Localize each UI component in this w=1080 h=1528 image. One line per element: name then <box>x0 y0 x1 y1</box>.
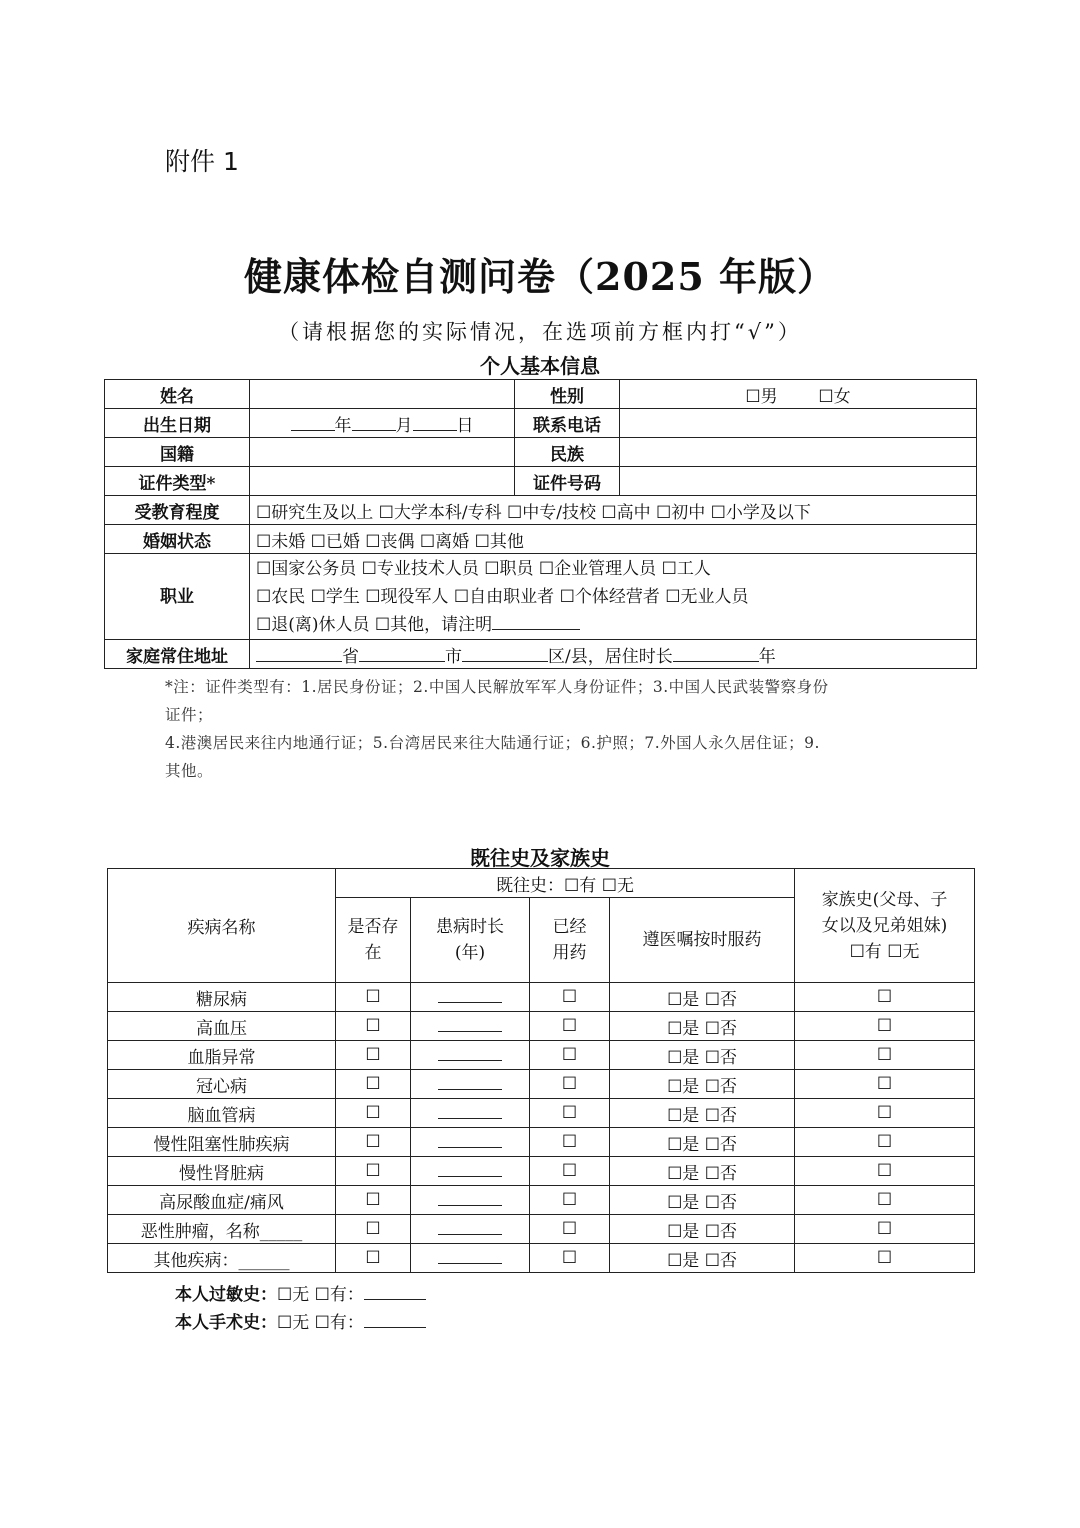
occupation-line-3[interactable]: ☐退(离)休人员 ☐其他，请注明 <box>256 611 970 639</box>
medication-checkbox[interactable]: ☐ <box>530 1244 610 1273</box>
basic-info-section-title: 个人基本信息 <box>480 354 600 378</box>
disease-row <box>108 1157 975 1186</box>
gender-options <box>620 380 977 409</box>
allergy-options[interactable]: ☐无 ☐有： <box>277 1285 364 1305</box>
family-history-checkbox[interactable]: ☐ <box>795 1244 975 1273</box>
family-history-checkbox[interactable]: ☐ <box>795 1128 975 1157</box>
family-history-checkbox[interactable]: ☐ <box>795 983 975 1012</box>
disease-row <box>108 1041 975 1070</box>
disease-name: 高尿酸血症/痛风 <box>108 1186 336 1215</box>
compliance-header: 遵医嘱按时服药 <box>610 898 795 983</box>
id-number-field[interactable] <box>620 467 977 496</box>
compliance-options[interactable]: ☐是 ☐否 <box>610 1244 795 1273</box>
disease-row <box>108 1128 975 1157</box>
duration-field[interactable] <box>411 1186 530 1215</box>
disease-name: 慢性肾脏病 <box>108 1157 336 1186</box>
medication-checkbox[interactable]: ☐ <box>530 983 610 1012</box>
disease-row <box>108 1012 975 1041</box>
surgery-label: 本人手术史： <box>175 1313 277 1333</box>
exists-checkbox[interactable]: ☐ <box>336 1157 411 1186</box>
nationality-field[interactable] <box>250 438 515 467</box>
family-history-header: 家族史(父母、子女以及兄弟姐妹) ☐有 ☐无 <box>795 869 975 983</box>
ethnicity-label: 民族 <box>515 438 620 467</box>
compliance-options[interactable]: ☐是 ☐否 <box>610 1128 795 1157</box>
birth-year-unit: 年 <box>334 415 352 436</box>
occupation-label: 职业 <box>105 554 250 640</box>
disease-name: 脑血管病 <box>108 1099 336 1128</box>
duration-field[interactable] <box>411 1157 530 1186</box>
medication-header: 已经用药 <box>530 898 610 983</box>
compliance-options[interactable]: ☐是 ☐否 <box>610 1157 795 1186</box>
medication-checkbox[interactable]: ☐ <box>530 1041 610 1070</box>
id-type-note-line-3: 4.港澳居民来往内地通行证；5.台湾居民来往大陆通行证；6.护照；7.外国人永久居住证；9. <box>165 734 820 752</box>
address-years-unit: 年 <box>758 646 776 667</box>
family-history-checkbox[interactable]: ☐ <box>795 1215 975 1244</box>
gender-female-checkbox[interactable]: ☐女 <box>818 386 851 407</box>
exists-checkbox[interactable]: ☐ <box>336 983 411 1012</box>
marital-options[interactable]: ☐未婚 ☐已婚 ☐丧偶 ☐离婚 ☐其他 <box>250 525 977 554</box>
family-history-checkbox[interactable]: ☐ <box>795 1070 975 1099</box>
family-history-checkbox[interactable]: ☐ <box>795 1099 975 1128</box>
disease-name: 冠心病 <box>108 1070 336 1099</box>
phone-field[interactable] <box>620 409 977 438</box>
exists-checkbox[interactable]: ☐ <box>336 1186 411 1215</box>
compliance-options[interactable]: ☐是 ☐否 <box>610 1070 795 1099</box>
surgery-history <box>175 1308 426 1333</box>
medication-checkbox[interactable]: ☐ <box>530 1012 610 1041</box>
document-title: 健康体检自测问卷（2025 年版） <box>244 254 836 299</box>
compliance-options[interactable]: ☐是 ☐否 <box>610 1215 795 1244</box>
disease-name: 慢性阻塞性肺疾病 <box>108 1128 336 1157</box>
address-province-unit: 省 <box>342 646 359 667</box>
name-label: 姓名 <box>105 380 250 409</box>
gender-label: 性别 <box>515 380 620 409</box>
disease-row <box>108 983 975 1012</box>
family-history-checkbox[interactable]: ☐ <box>795 1012 975 1041</box>
history-section-title: 既往史及家族史 <box>470 846 610 870</box>
birth-day-unit: 日 <box>456 415 474 436</box>
duration-header: 患病时长(年) <box>411 898 530 983</box>
attachment-label: 附件 1 <box>165 147 239 176</box>
medication-checkbox[interactable]: ☐ <box>530 1157 610 1186</box>
family-history-checkbox[interactable]: ☐ <box>795 1186 975 1215</box>
compliance-options[interactable]: ☐是 ☐否 <box>610 1041 795 1070</box>
exists-checkbox[interactable]: ☐ <box>336 1244 411 1273</box>
basic-info-table <box>104 379 977 669</box>
duration-field[interactable] <box>411 1244 530 1273</box>
address-district-unit: 区/县，居住时长 <box>548 646 673 667</box>
medication-checkbox[interactable]: ☐ <box>530 1099 610 1128</box>
exists-checkbox[interactable]: ☐ <box>336 1070 411 1099</box>
id-type-label: 证件类型* <box>105 467 250 496</box>
compliance-options[interactable]: ☐是 ☐否 <box>610 1186 795 1215</box>
exists-checkbox[interactable]: ☐ <box>336 1215 411 1244</box>
id-type-note-line-2: 证件； <box>165 706 214 724</box>
disease-row <box>108 1244 975 1273</box>
duration-field[interactable] <box>411 1041 530 1070</box>
disease-row <box>108 1186 975 1215</box>
ethnicity-field[interactable] <box>620 438 977 467</box>
past-history-header[interactable]: 既往史：☐有 ☐无 <box>336 869 795 898</box>
nationality-label: 国籍 <box>105 438 250 467</box>
education-label: 受教育程度 <box>105 496 250 525</box>
disease-row <box>108 1070 975 1099</box>
disease-name: 高血压 <box>108 1012 336 1041</box>
gender-male-checkbox[interactable]: ☐男 <box>745 386 778 407</box>
education-options[interactable]: ☐研究生及以上 ☐大学本科/专科 ☐中专/技校 ☐高中 ☐初中 ☐小学及以下 <box>250 496 977 525</box>
document-instruction: （请根据您的实际情况，在选项前方框内打“√”） <box>278 320 802 344</box>
family-history-checkbox[interactable]: ☐ <box>795 1041 975 1070</box>
id-type-field[interactable] <box>250 467 515 496</box>
family-history-checkbox[interactable]: ☐ <box>795 1157 975 1186</box>
compliance-options[interactable]: ☐是 ☐否 <box>610 983 795 1012</box>
allergy-label: 本人过敏史： <box>175 1285 277 1305</box>
occupation-line-2[interactable]: ☐农民 ☐学生 ☐现役军人 ☐自由职业者 ☐个体经营者 ☐无业人员 <box>256 586 749 607</box>
id-type-note-line-1: *注：证件类型有：1.居民身份证；2.中国人民解放军军人身份证件；3.中国人民武装警察身份 <box>165 678 829 696</box>
birth-month-unit: 月 <box>395 415 413 436</box>
surgery-options[interactable]: ☐无 ☐有： <box>277 1313 364 1333</box>
compliance-options[interactable]: ☐是 ☐否 <box>610 1012 795 1041</box>
birth-date-label: 出生日期 <box>105 409 250 438</box>
family-history-options[interactable]: ☐有 ☐无 <box>849 941 920 962</box>
address-field[interactable] <box>250 640 977 669</box>
medication-checkbox[interactable]: ☐ <box>530 1070 610 1099</box>
duration-field[interactable] <box>411 1012 530 1041</box>
exists-checkbox[interactable]: ☐ <box>336 1099 411 1128</box>
duration-field[interactable] <box>411 1128 530 1157</box>
history-table <box>107 868 975 1273</box>
birth-date-field[interactable] <box>250 409 515 438</box>
duration-field[interactable] <box>411 1099 530 1128</box>
duration-field[interactable] <box>411 1070 530 1099</box>
compliance-options[interactable]: ☐是 ☐否 <box>610 1099 795 1128</box>
allergy-history <box>175 1280 426 1305</box>
medication-checkbox[interactable]: ☐ <box>530 1128 610 1157</box>
occupation-options[interactable] <box>250 554 977 640</box>
exists-checkbox[interactable]: ☐ <box>336 1128 411 1157</box>
disease-row <box>108 1215 975 1244</box>
duration-field[interactable] <box>411 983 530 1012</box>
exists-checkbox[interactable]: ☐ <box>336 1041 411 1070</box>
disease-name: 其他疾病：______ <box>108 1244 336 1273</box>
medication-checkbox[interactable]: ☐ <box>530 1215 610 1244</box>
id-type-note-line-4: 其他。 <box>165 762 214 780</box>
address-label: 家庭常住地址 <box>105 640 250 669</box>
disease-name: 恶性肿瘤，名称_____ <box>108 1215 336 1244</box>
exists-checkbox[interactable]: ☐ <box>336 1012 411 1041</box>
name-field[interactable] <box>250 380 515 409</box>
medication-checkbox[interactable]: ☐ <box>530 1186 610 1215</box>
exists-header: 是否存在 <box>336 898 411 983</box>
id-number-label: 证件号码 <box>515 467 620 496</box>
disease-name-header: 疾病名称 <box>108 869 336 983</box>
disease-name: 血脂异常 <box>108 1041 336 1070</box>
address-city-unit: 市 <box>445 646 462 667</box>
occupation-line-1[interactable]: ☐国家公务员 ☐专业技术人员 ☐职员 ☐企业管理人员 ☐工人 <box>256 558 711 579</box>
duration-field[interactable] <box>411 1215 530 1244</box>
disease-row <box>108 1099 975 1128</box>
phone-label: 联系电话 <box>515 409 620 438</box>
disease-name: 糖尿病 <box>108 983 336 1012</box>
marital-label: 婚姻状态 <box>105 525 250 554</box>
